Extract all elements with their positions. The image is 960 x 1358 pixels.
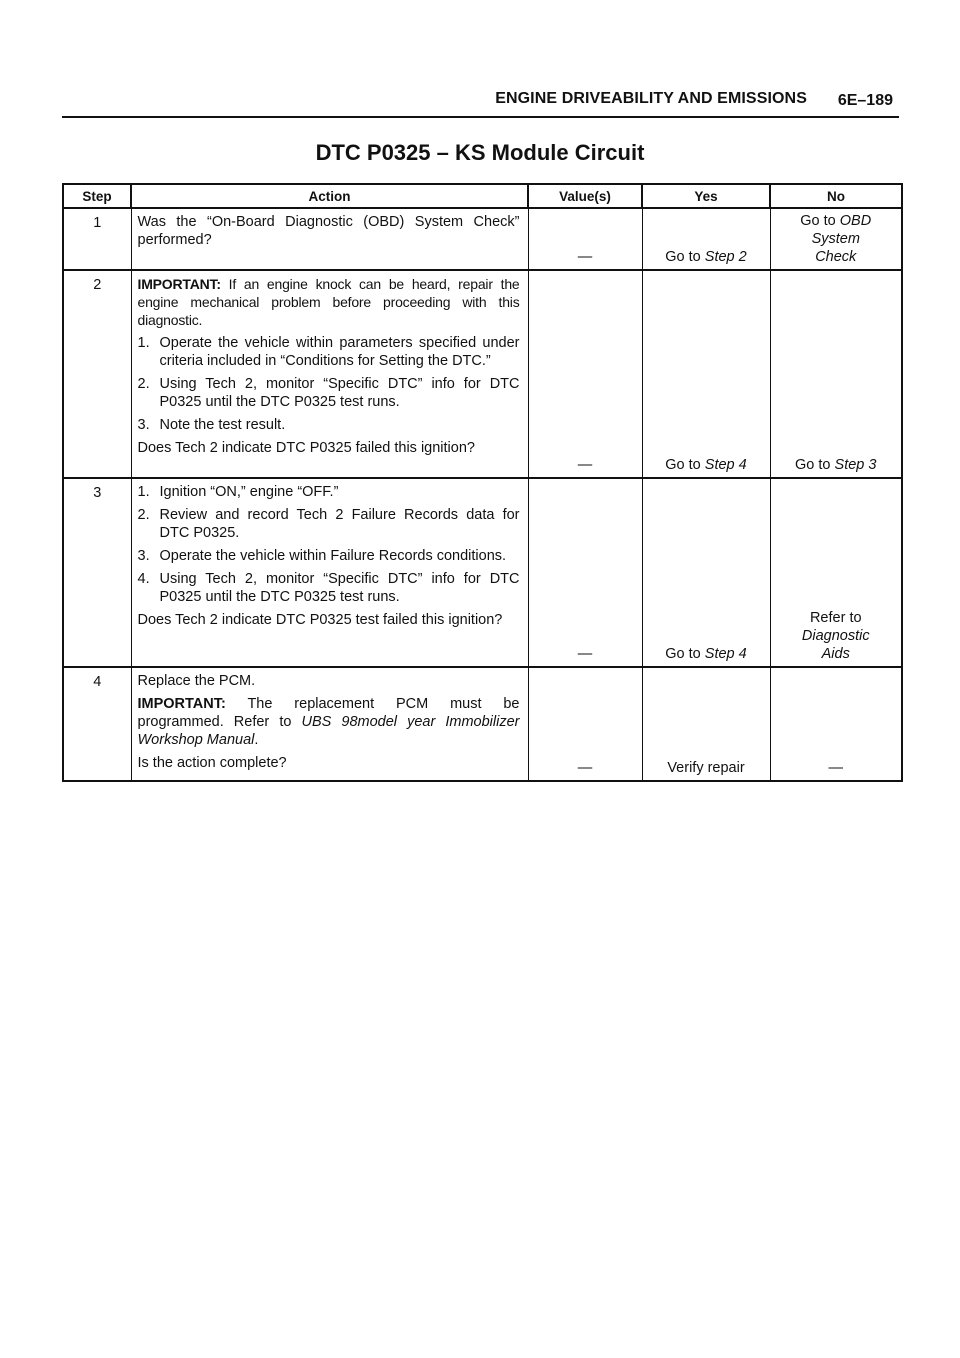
list-item: 3. Operate the vehicle within Failure Records conditions. [137,548,507,564]
column-header-step: Step [63,184,131,208]
no-prefix: Go to [795,457,835,473]
action-text: Replace the PCM. [137,673,256,689]
step-number: 2 [63,270,131,478]
important-text: If an engine knock can be heard, repair the engine mechanical problem before proceeding with this diagnostic. [137,276,520,328]
no-prefix: Go to [800,213,840,229]
diagnostic-table [62,183,903,782]
action-cell [131,208,528,270]
yes-link[interactable]: Step 4 [704,457,747,473]
yes-prefix: Go to [665,457,705,473]
table-row-step-2 [63,270,902,478]
list-item: 3. Note the test result. [137,417,286,433]
important-label: IMPORTANT: [137,696,226,712]
list-item: 4. Using Tech 2, monitor “Specific DTC” info for DTC P0325 until the DTC P0325 test runs. [137,571,520,605]
no-link[interactable]: Diagnostic Aids [801,628,870,662]
no-cell [770,208,902,270]
yes-prefix: Go to [665,646,705,662]
yes-cell [642,270,770,478]
list-item: 2. Review and record Tech 2 Failure Records data for DTC P0325. [137,507,520,541]
no-link[interactable]: Step 3 [834,457,877,473]
manual-reference: UBS 98model year Immobilizer Workshop Manual [137,714,520,748]
yes-cell [642,478,770,667]
value-cell: — [528,667,642,781]
important-note: IMPORTANT: The replacement PCM must be programmed. Refer to UBS 98model year Immobilizer Workshop Manual. [137,696,520,748]
section-title: ENGINE DRIVEABILITY AND EMISSIONS [495,90,807,107]
page-title: DTC P0325 – KS Module Circuit [315,140,645,165]
step-number: 1 [63,208,131,270]
yes-link[interactable]: Step 4 [704,646,747,662]
action-question: Is the action complete? [137,755,287,771]
action-text: Was the “On-Board Diagnostic (OBD) System Check” performed? [137,214,520,248]
column-header-action: Action [131,184,528,208]
action-cell [131,478,528,667]
action-cell [131,667,528,781]
action-question: Does Tech 2 indicate DTC P0325 failed this ignition? [137,440,475,456]
table-row-step-3 [63,478,902,667]
value-cell: — [528,270,642,478]
yes-prefix: Go to [665,249,705,265]
important-note [138,275,520,329]
column-header-no: No [770,184,902,208]
list-item: 2. Using Tech 2, monitor “Specific DTC” info for DTC P0325 until the DTC P0325 test runs. [137,376,520,410]
action-cell [131,270,528,478]
page-number: 6E–189 [837,92,893,109]
table-header-row [63,184,902,208]
table-row-step-1 [63,208,902,270]
no-link[interactable]: OBD System Check [811,213,872,265]
step-number: 3 [63,478,131,667]
value-cell: — [528,478,642,667]
action-question: Does Tech 2 indicate DTC P0325 test failed this ignition? [137,612,503,628]
list-item: 1. Operate the vehicle within parameters specified under criteria included in “Conditions for Setting the DTC.” [137,335,520,369]
table-row-step-4 [63,667,902,781]
important-label: IMPORTANT: [137,276,221,292]
page-header [62,86,899,118]
step-number: 4 [63,667,131,781]
yes-cell [642,208,770,270]
list-item: 1. Ignition “ON,” engine “OFF.” [137,484,339,500]
important-text: The replacement PCM must be programmed. Refer to [137,696,520,730]
no-prefix: Refer to [809,610,862,626]
no-cell: — [770,667,902,781]
yes-cell: Verify repair [642,667,770,781]
no-cell [770,270,902,478]
column-header-values: Value(s) [528,184,642,208]
no-cell [770,478,902,667]
yes-link[interactable]: Step 2 [704,249,747,265]
column-header-yes: Yes [642,184,770,208]
value-cell: — [528,208,642,270]
